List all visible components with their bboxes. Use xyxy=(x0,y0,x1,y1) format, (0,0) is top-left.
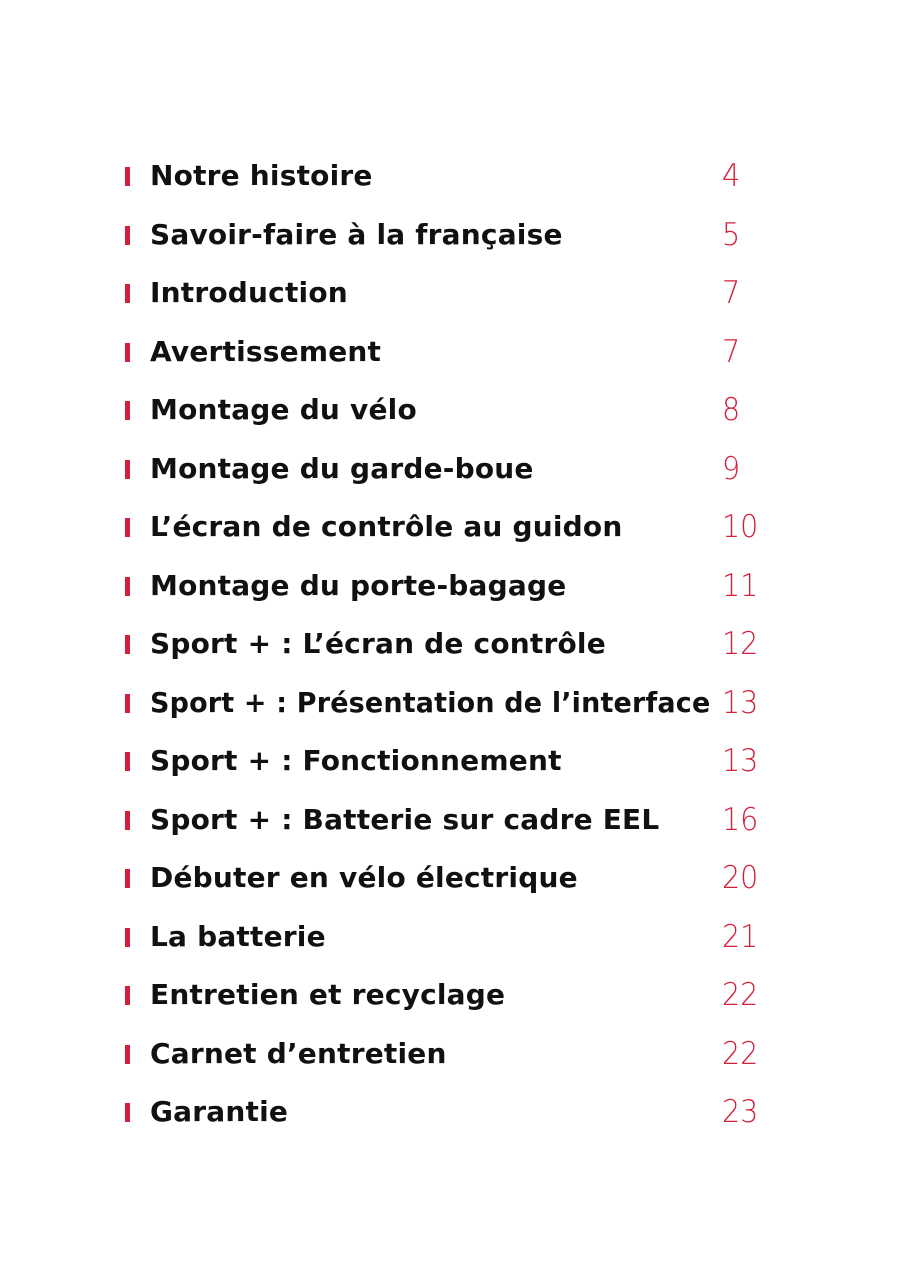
table-of-contents xyxy=(0,145,898,1140)
toc-entry[interactable] xyxy=(0,906,898,965)
bullet-bar-icon xyxy=(125,577,130,596)
toc-entry-page: 20 xyxy=(722,860,759,896)
toc-entry[interactable] xyxy=(0,321,898,380)
toc-entry-title[interactable]: Sport + : Présentation de l’interface xyxy=(150,685,711,719)
toc-entry-title[interactable]: L’écran de contrôle au guidon xyxy=(150,510,623,543)
bullet-bar-icon xyxy=(125,167,130,186)
bullet-bar-icon xyxy=(125,811,130,830)
toc-entry-title[interactable]: Sport + : Batterie sur cadre EEL xyxy=(150,802,660,836)
toc-entry[interactable] xyxy=(0,1023,898,1082)
bullet-bar-icon xyxy=(125,986,130,1005)
bullet-bar-icon xyxy=(125,635,130,654)
toc-entry-page: 12 xyxy=(722,626,759,662)
toc-entry-title[interactable]: Savoir-faire à la française xyxy=(150,217,563,251)
toc-entry-title[interactable]: Montage du porte-bagage xyxy=(150,568,567,602)
toc-entry-page: 22 xyxy=(722,1035,759,1072)
bullet-bar-icon xyxy=(125,343,130,362)
bullet-bar-icon xyxy=(125,752,130,771)
toc-entry-page: 13 xyxy=(722,743,759,779)
bullet-bar-icon xyxy=(125,694,130,713)
bullet-bar-icon xyxy=(125,928,130,947)
toc-entry-page: 13 xyxy=(722,684,759,721)
toc-entry[interactable] xyxy=(0,379,898,438)
toc-entry[interactable] xyxy=(0,789,898,848)
toc-entry-page: 23 xyxy=(722,1094,759,1130)
bullet-bar-icon xyxy=(125,401,130,420)
toc-entry-page: 11 xyxy=(722,567,759,604)
bullet-bar-icon xyxy=(125,284,130,303)
bullet-bar-icon xyxy=(125,869,130,888)
toc-entry[interactable] xyxy=(0,1081,898,1140)
toc-entry-title[interactable]: Entretien et recyclage xyxy=(150,978,506,1011)
toc-entry-page: 10 xyxy=(722,509,759,545)
toc-entry[interactable] xyxy=(0,496,898,555)
toc-entry-page: 8 xyxy=(722,392,741,428)
toc-entry[interactable] xyxy=(0,555,898,614)
toc-entry[interactable] xyxy=(0,145,898,204)
toc-entry-page: 22 xyxy=(722,977,759,1013)
toc-entry-page: 7 xyxy=(722,333,741,370)
bullet-bar-icon xyxy=(125,226,130,245)
toc-entry-title[interactable]: Sport + : L’écran de contrôle xyxy=(150,627,606,660)
toc-entry-page: 4 xyxy=(722,158,741,194)
toc-entry[interactable] xyxy=(0,964,898,1023)
bullet-bar-icon xyxy=(125,1045,130,1064)
toc-entry[interactable] xyxy=(0,438,898,497)
toc-entry[interactable] xyxy=(0,672,898,731)
toc-entry-page: 21 xyxy=(722,918,759,955)
toc-entry-title[interactable]: Montage du vélo xyxy=(150,393,417,426)
toc-entry[interactable] xyxy=(0,204,898,263)
toc-entry-title[interactable]: Montage du garde-boue xyxy=(150,451,534,485)
bullet-bar-icon xyxy=(125,460,130,479)
toc-entry-title[interactable]: La batterie xyxy=(150,919,326,953)
toc-entry-title[interactable]: Introduction xyxy=(150,276,348,309)
toc-entry[interactable] xyxy=(0,730,898,789)
bullet-bar-icon xyxy=(125,518,130,537)
toc-entry-title[interactable]: Carnet d’entretien xyxy=(150,1036,447,1070)
toc-entry-page: 5 xyxy=(722,216,741,253)
toc-entry-title[interactable]: Notre histoire xyxy=(150,159,373,192)
toc-entry[interactable] xyxy=(0,262,898,321)
toc-entry[interactable] xyxy=(0,847,898,906)
toc-entry-title[interactable]: Débuter en vélo électrique xyxy=(150,861,578,894)
toc-entry[interactable] xyxy=(0,613,898,672)
toc-entry-title[interactable]: Sport + : Fonctionnement xyxy=(150,744,562,777)
toc-entry-title[interactable]: Garantie xyxy=(150,1095,289,1128)
toc-entry-page: 16 xyxy=(722,801,759,838)
bullet-bar-icon xyxy=(125,1103,130,1122)
toc-entry-title[interactable]: Avertissement xyxy=(150,334,382,368)
toc-entry-page: 9 xyxy=(722,450,741,487)
toc-entry-page: 7 xyxy=(722,275,741,311)
